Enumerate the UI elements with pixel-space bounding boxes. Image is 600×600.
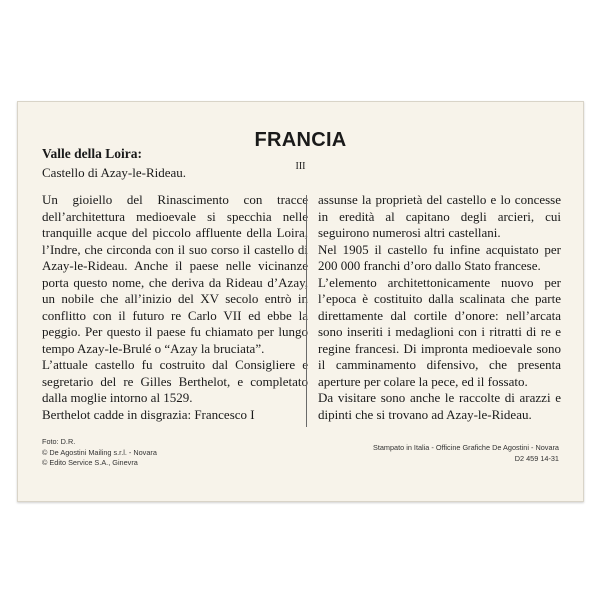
right-paragraph-3: L’elemento architettonicamente nuovo per l’epoca è costituito dalla scalinata che parte direttamente dal cortile d’onore: nell’arcata sono inseriti i medaglioni con i ritratti di re e regine francesi. Di impronta medioevale sono il camminamento difensivo, che presenta aperture per colare la pece, ed il fossato. — [318, 274, 561, 389]
left-paragraph-2: L’attuale castello fu costruito dal Consigliere e segretario del re Gilles Berthelot, e completato dalla moglie intorno al 1529. — [42, 357, 308, 405]
left-text-column — [42, 192, 308, 423]
info-card — [17, 101, 584, 502]
right-paragraph-2: Nel 1905 il castello fu infine acquistato per 200 000 franchi d’oro dallo Stato francese. — [318, 241, 561, 273]
right-text-column — [318, 192, 561, 423]
column-divider — [306, 195, 307, 427]
print-info — [373, 443, 559, 464]
printer-line: Stampato in Italia - Officine Grafiche De Agostini - Novara — [372, 443, 559, 452]
left-paragraph-3: Berthelot cadde in disgrazia: Francesco I — [42, 406, 255, 422]
right-paragraph-1: assunse la proprietà del castello e lo concesse in eredità al capitano degli arcieri, cui seguirono numerosi altri castellani. — [318, 192, 561, 240]
card-number: III — [295, 161, 306, 172]
card-title: FRANCIA — [254, 129, 347, 151]
photo-credits — [42, 437, 157, 469]
subregion-heading: Castello di Azay-le-Rideau. — [42, 165, 187, 180]
credit-line: Foto: D.R. — [42, 437, 76, 446]
left-paragraph-1: Un gioiello del Rinascimento con tracce dell’architettura medioevale si specchia nelle tranquille acque del piccolo affluente della Loira, l’Indre, che circonda con il suo corso il castello di Azay-le-Rideau. Anche il paese nelle vicinanze porta questo nome, che deriva da Rideau d’Azay, un nobile che all’inizio del XV secolo entrò in conflitto con il futuro re Carlo VII ed ebbe la peggio. Per questo il paese fu chiamato per lungo tempo Azay-le-Brulé o “Azay la bruciata”. — [42, 192, 308, 356]
card-code: D2 459 14-31 — [514, 453, 559, 463]
region-heading: Valle della Loira: — [42, 146, 142, 161]
right-paragraph-4: Da visitare sono anche le raccolte di arazzi e dipinti che si trovano ad Azay-le-Rideau. — [318, 390, 561, 422]
credit-line: © De Agostini Mailing s.r.l. - Novara — [42, 447, 157, 457]
credit-line: © Edito Service S.A., Ginevra — [42, 458, 138, 467]
